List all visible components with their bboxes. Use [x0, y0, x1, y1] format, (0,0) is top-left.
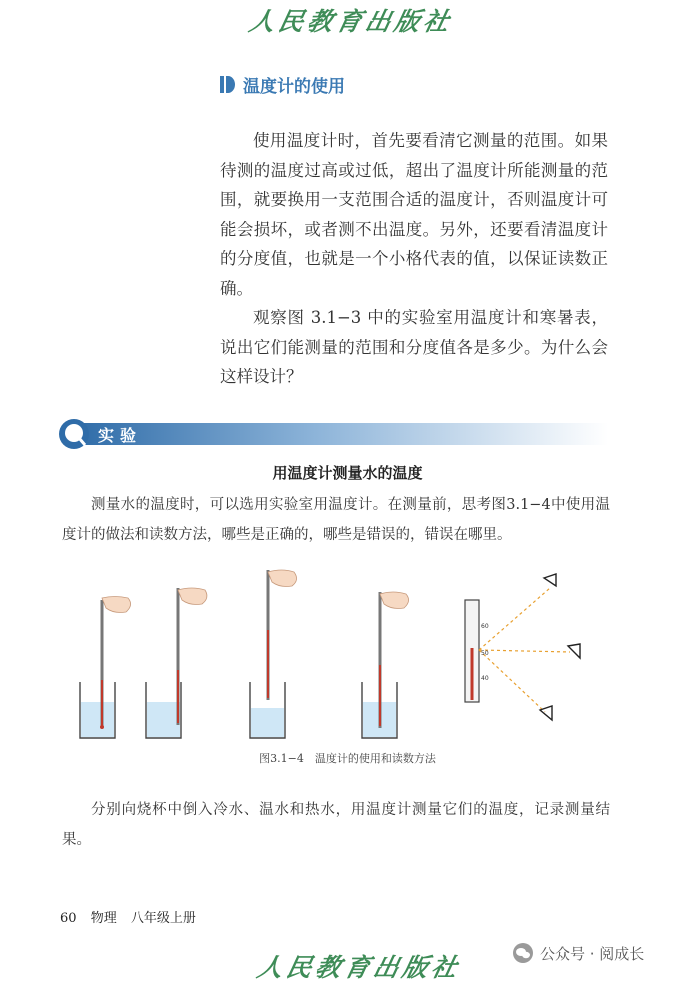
body-text — [220, 126, 608, 392]
reading-diagram — [465, 574, 580, 720]
paragraph: 测量水的温度时，可以选用实验室用温度计。在测量前，思考图3.1−4中使用温度计的做法和读数方法，哪些是正确的，哪些是错误的，错误在哪里。 — [62, 497, 610, 543]
experiment-title: 用温度计测量水的温度 — [272, 464, 423, 482]
beaker-scene-4 — [362, 592, 409, 738]
watermark-text: 公众号 · 阅成长 — [540, 944, 645, 963]
thermometer-figure — [60, 560, 620, 740]
publisher-logo-bottom: 人民教育出版社 — [254, 953, 464, 982]
figure-caption: 图3.1−4 温度计的使用和读数方法 — [259, 752, 436, 765]
subject: 物理 — [90, 911, 117, 926]
paragraph: 使用温度计时，首先要看清它测量的范围。如果待测的温度过高或过低，超出了温度计所能测量的范围，就要换用一支范围合适的温度计，否则温度计可能会损坏，或者测不出温度。另外，还要看清温度计的分度值，也就是一个小格代表的值，以保证读数正确。 — [220, 131, 608, 298]
beaker-scene-2 — [146, 588, 207, 738]
paragraph: 分别向烧杯中倒入冷水、温水和热水，用温度计测量它们的温度，记录测量结果。 — [62, 802, 610, 848]
experiment-followup — [62, 795, 610, 855]
page-number: 60 — [60, 911, 77, 926]
beaker-scene-3 — [250, 570, 297, 738]
wechat-icon — [512, 942, 534, 964]
page-footer — [60, 907, 206, 926]
section-marker-icon — [220, 76, 235, 93]
scale-label: 50 — [481, 650, 489, 657]
section-title: 温度计的使用 — [243, 77, 345, 97]
scale-label: 40 — [481, 675, 489, 682]
paragraph: 观察图 3.1−3 中的实验室用温度计和寒暑表，说出它们能测量的范围和分度值各是多少。为什么会这样设计？ — [220, 308, 608, 386]
grade: 八年级上册 — [130, 911, 196, 926]
experiment-label: 实验 — [98, 426, 143, 445]
watermark — [512, 942, 644, 964]
section-heading — [220, 72, 345, 97]
scale-label: 60 — [481, 623, 489, 630]
experiment-intro — [62, 490, 610, 550]
beaker-scene-1 — [80, 597, 131, 739]
publisher-logo-top: 人民教育出版社 — [246, 7, 456, 36]
